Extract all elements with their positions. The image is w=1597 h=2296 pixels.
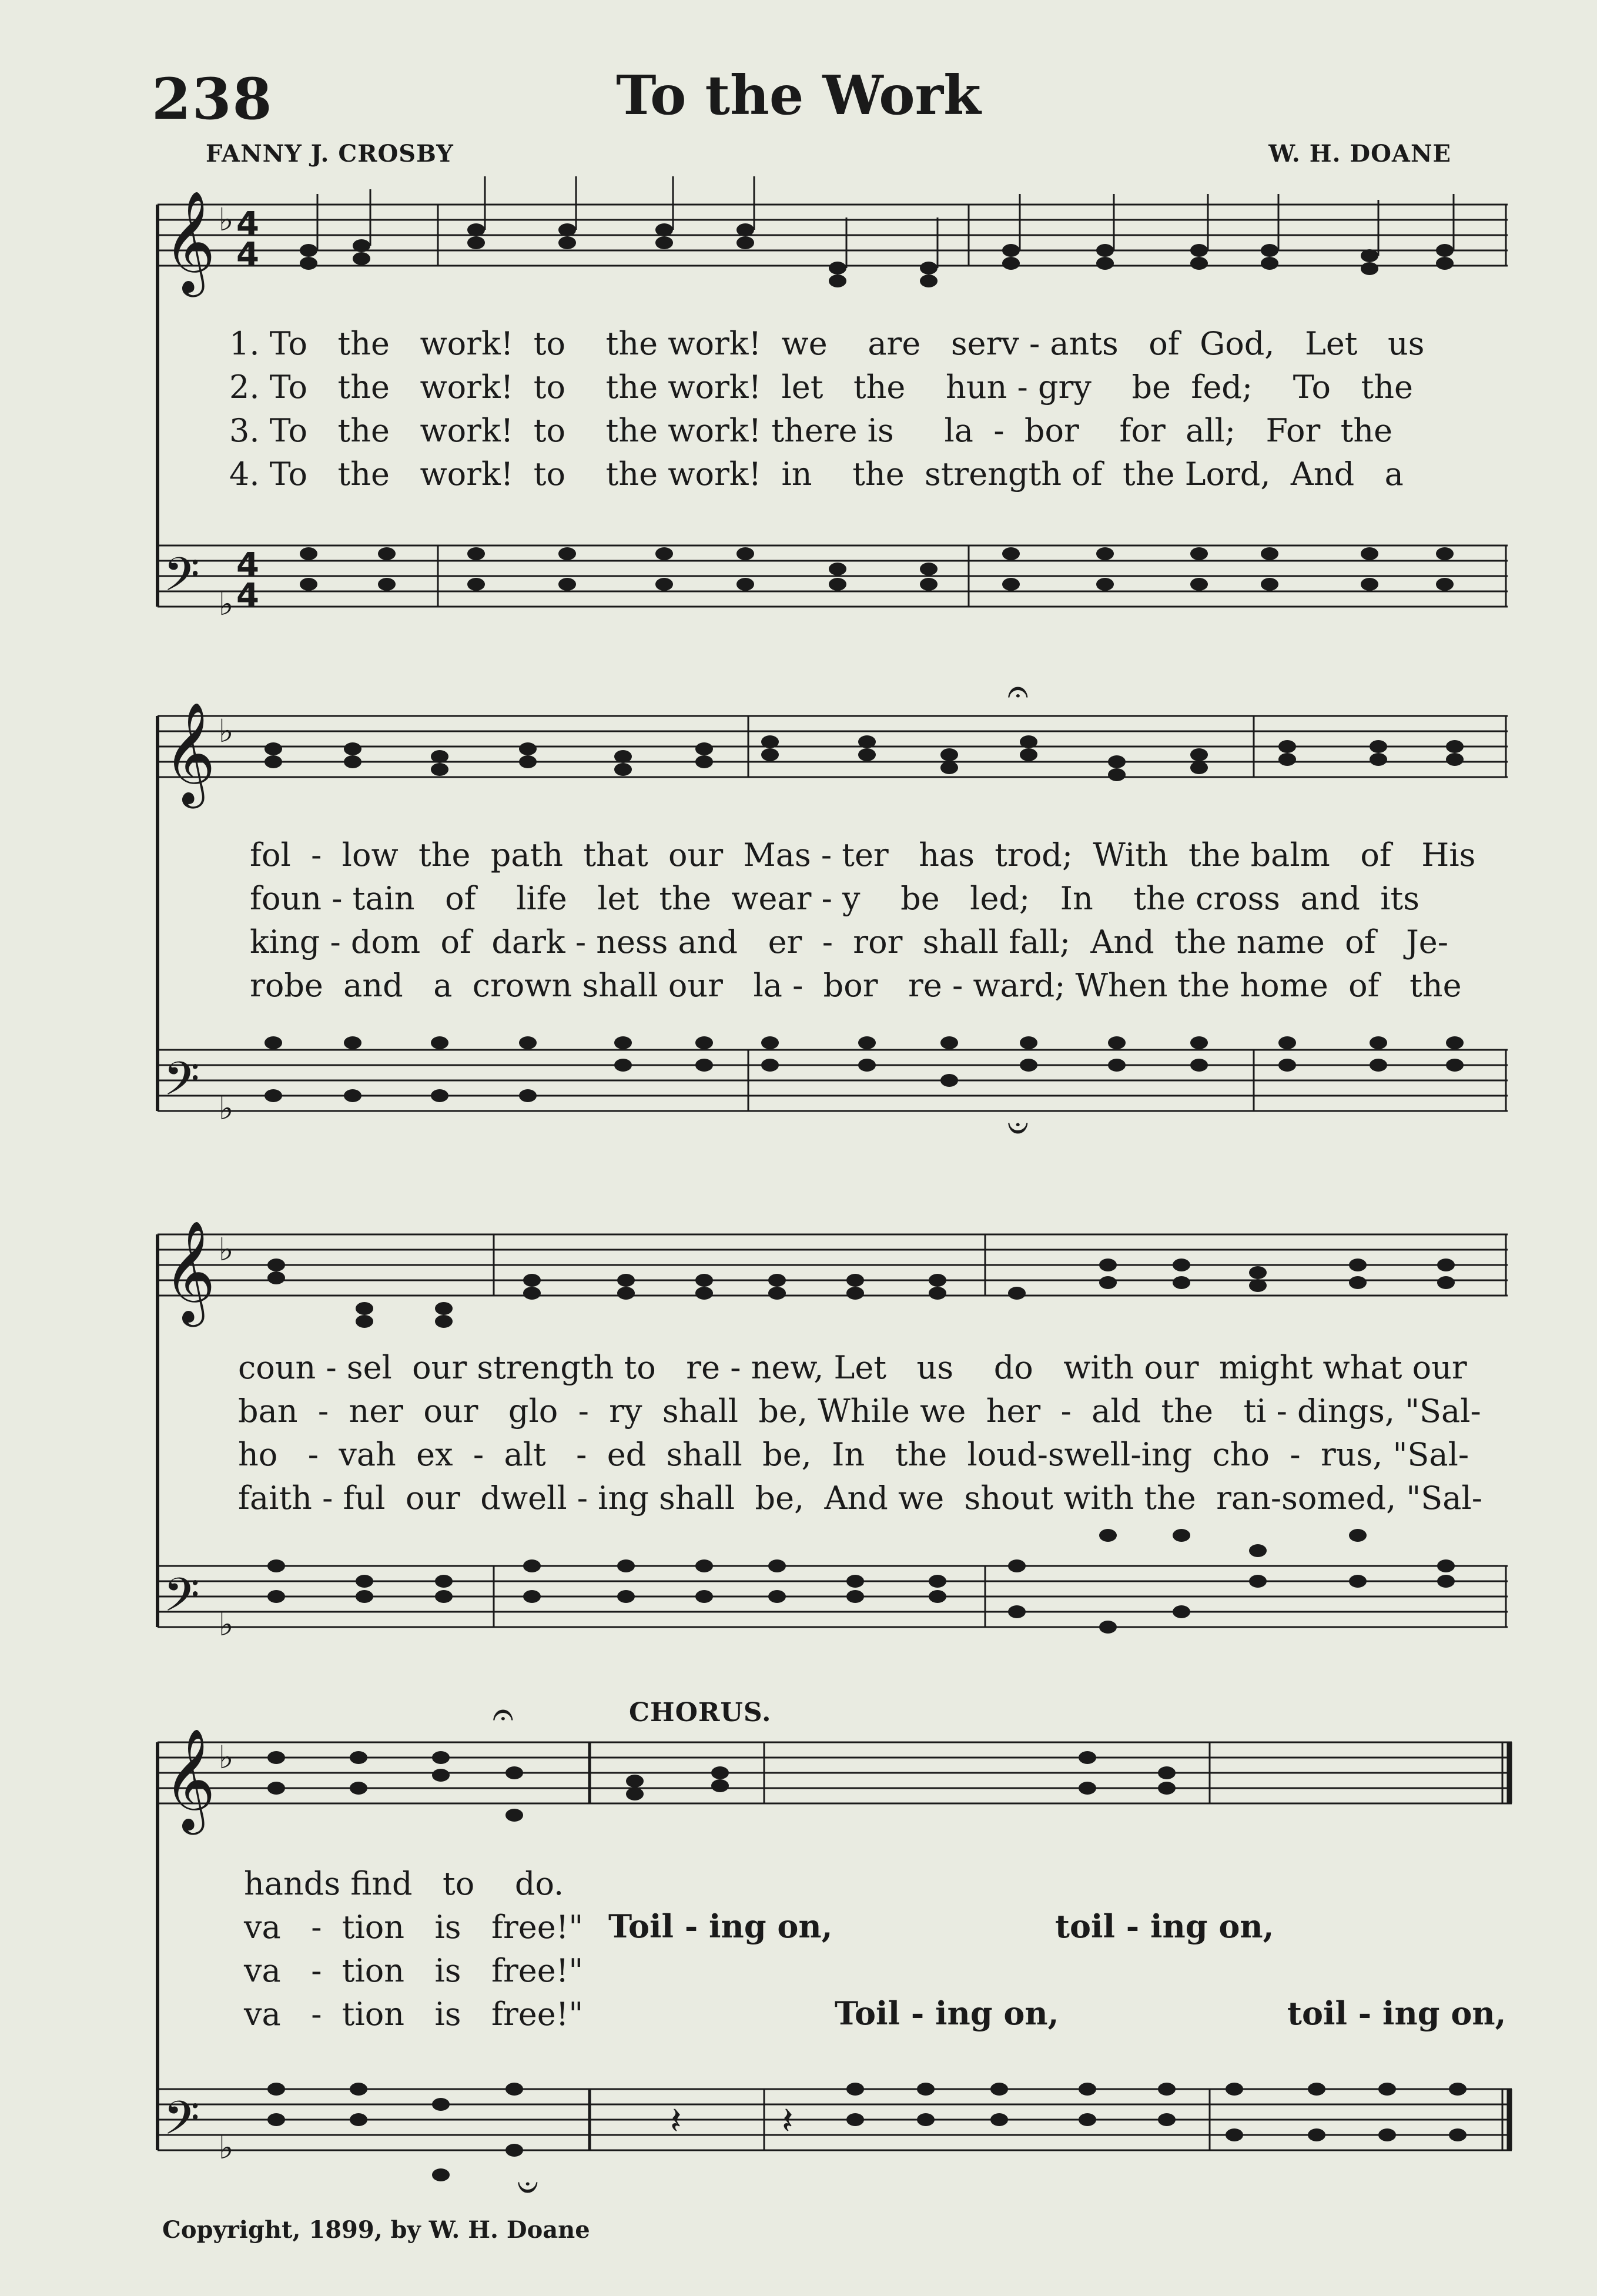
time-signature: 4 bbox=[236, 546, 259, 584]
treble-staff-3 bbox=[158, 1234, 1508, 1296]
time-signature: 4 bbox=[236, 236, 259, 274]
flat-icon: ♭ bbox=[219, 1231, 234, 1268]
page-number: 238 bbox=[152, 66, 273, 132]
fermata-icon: 𝄑 bbox=[517, 2166, 538, 2209]
bass-clef-icon: 𝄢 bbox=[163, 1052, 200, 1117]
chorus-label: CHORUS. bbox=[629, 1698, 772, 1728]
copyright-notice: Copyright, 1899, by W. H. Doane bbox=[162, 2216, 590, 2244]
verse-line: king - dom of dark - ness and er - ror shall fall; And the name of Je- bbox=[250, 923, 1448, 960]
flat-icon: ♭ bbox=[219, 201, 234, 238]
hymn-title: To the Work bbox=[616, 63, 981, 127]
flat-icon: ♭ bbox=[219, 585, 234, 622]
verse-line: va - tion is free!" bbox=[244, 1952, 584, 1989]
flat-icon: ♭ bbox=[219, 1739, 234, 1776]
chorus-lyric: toil - ing on, bbox=[1055, 1907, 1274, 1945]
flat-icon: ♭ bbox=[219, 712, 234, 749]
verse-line: va - tion is free!" bbox=[244, 1996, 584, 2033]
chorus-lyric: toil - ing on, bbox=[1287, 1994, 1506, 2032]
bass-staff-2 bbox=[158, 1050, 1508, 1111]
chorus-lyric: Toil - ing on, bbox=[835, 1994, 1059, 2032]
verse-line: ho - vah ex - alt - ed shall be, In the loud-swell-ing cho - rus, "Sal- bbox=[238, 1436, 1469, 1473]
flat-icon: ♭ bbox=[219, 1606, 234, 1643]
verse-line: 1. To the work! to the work! we are serv - ants of God, Let us bbox=[229, 325, 1425, 362]
verse-line: 2. To the work! to the work! let the hun - gry be fed; To the bbox=[229, 369, 1413, 406]
flat-icon: ♭ bbox=[219, 1090, 234, 1127]
treble-clef-icon: 𝄞 bbox=[163, 702, 216, 804]
fermata-icon: 𝄐 bbox=[1007, 670, 1029, 714]
bass-clef-icon: 𝄢 bbox=[163, 2091, 200, 2157]
treble-clef-icon: 𝄞 bbox=[163, 190, 216, 293]
verse-line: hands find to do. bbox=[244, 1865, 564, 1902]
chorus-lyric: Toil - ing on, bbox=[608, 1907, 833, 1945]
time-signature: 4 bbox=[236, 205, 259, 243]
verse-line: 3. To the work! to the work! there is la - bor for all; For the bbox=[229, 412, 1393, 449]
fermata-icon: 𝄑 bbox=[1007, 1106, 1029, 1150]
flat-icon: ♭ bbox=[219, 2129, 234, 2166]
composer-credit: W. H. DOANE bbox=[1268, 140, 1451, 168]
fermata-icon: 𝄐 bbox=[493, 1693, 514, 1736]
verse-line: va - tion is free!" bbox=[244, 1909, 584, 1946]
verse-line: robe and a crown shall our la - bor re - ward; When the home of the bbox=[250, 967, 1462, 1004]
bass-clef-icon: 𝄢 bbox=[163, 547, 200, 613]
time-signature: 4 bbox=[236, 577, 259, 615]
author-credit: FANNY J. CROSBY bbox=[206, 140, 454, 168]
verse-line: faith - ful our dwell - ing shall be, And we shout with the ran-somed, "Sal- bbox=[238, 1480, 1482, 1517]
rest-icon: 𝄽 bbox=[782, 2100, 794, 2143]
bass-clef-icon: 𝄢 bbox=[163, 1568, 200, 1634]
rest-icon: 𝄽 bbox=[670, 2100, 682, 2143]
verse-line: foun - tain of life let the wear - y be led; In the cross and its bbox=[250, 880, 1419, 917]
verse-line: 4. To the work! to the work! in the strength of the Lord, And a bbox=[229, 456, 1404, 493]
verse-line: fol - low the path that our Mas - ter has trod; With the balm of His bbox=[250, 836, 1476, 873]
verse-line: coun - sel our strength to re - new, Let us do with our might what our bbox=[238, 1349, 1467, 1386]
treble-clef-icon: 𝄞 bbox=[163, 1220, 216, 1323]
treble-clef-icon: 𝄞 bbox=[163, 1728, 216, 1830]
verse-line: ban - ner our glo - ry shall be, While we her - ald the ti - dings, "Sal- bbox=[238, 1393, 1481, 1430]
bass-staff-1 bbox=[158, 545, 1508, 607]
